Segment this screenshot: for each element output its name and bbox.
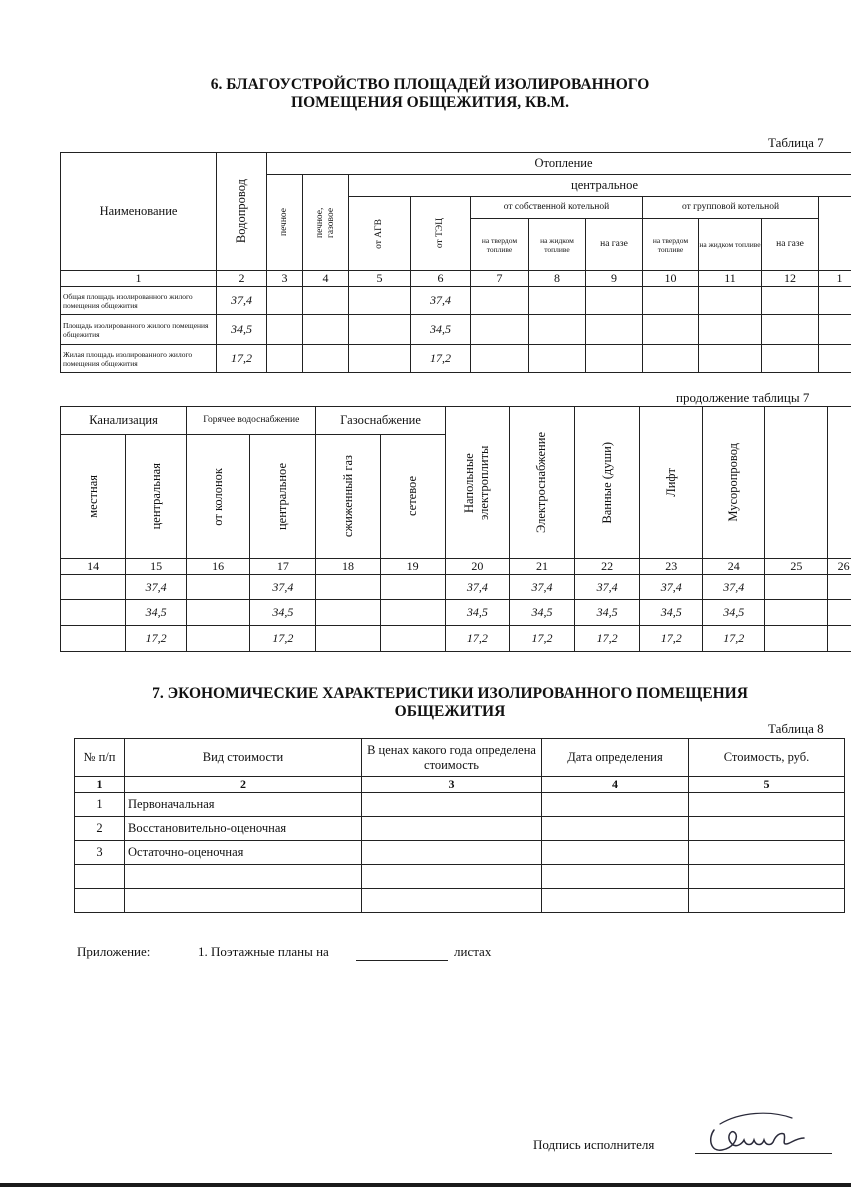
row-num: 1	[75, 793, 125, 817]
cell	[828, 575, 851, 600]
cell: 37,4	[509, 575, 574, 600]
cell: 17,2	[445, 626, 509, 652]
col-num: 3	[267, 271, 303, 287]
header-stove: печное	[267, 175, 303, 271]
col-num: 8	[529, 271, 586, 287]
table-row	[61, 575, 851, 600]
header-local: местная	[61, 435, 126, 559]
header-liquid-fuel: на жидком топливе	[529, 219, 586, 271]
header-garbage: Мусоропровод	[703, 407, 765, 559]
col-num: 19	[380, 559, 445, 575]
row-label: Общая площадь изолированного жилого помещения общежития	[61, 287, 217, 315]
table-row	[61, 600, 851, 626]
cell: 17,2	[640, 626, 703, 652]
header-stove-gas: печное, газовое	[303, 175, 349, 271]
table-row	[75, 865, 845, 889]
cell: 17,2	[703, 626, 765, 652]
col-num: 15	[126, 559, 187, 575]
col-num: 14	[61, 559, 126, 575]
handwritten-signature	[700, 1108, 820, 1158]
table-row	[61, 626, 851, 652]
col-num: 26	[828, 559, 851, 575]
cell-tec: 37,4	[411, 287, 471, 315]
scan-edge	[0, 1183, 851, 1187]
cell: 17,2	[509, 626, 574, 652]
table7-part-b	[60, 406, 851, 652]
header-gas: на газе	[586, 219, 643, 271]
header-network-gas: сетевое	[380, 435, 445, 559]
table-row	[75, 889, 845, 913]
cell	[187, 600, 250, 626]
col-num: 7	[471, 271, 529, 287]
header-central-sewer: центральная	[126, 435, 187, 559]
header-solid-fuel-2: на твердом топливе	[643, 219, 699, 271]
signature-label: Подпись исполнителя	[533, 1137, 655, 1152]
appendix-sheets-blank	[356, 960, 448, 961]
header-baths: Ванные (души)	[575, 407, 640, 559]
header-columns: от колонок	[187, 435, 250, 559]
cell	[61, 575, 126, 600]
cell: 17,2	[250, 626, 316, 652]
cell: 34,5	[703, 600, 765, 626]
section7-title-line1: 7. ЭКОНОМИЧЕСКИЕ ХАРАКТЕРИСТИКИ ИЗОЛИРОВАННОГО ПОМЕЩЕНИЯ	[152, 685, 748, 702]
header-heating: Отопление	[267, 153, 851, 175]
appendix-label: Приложение:	[77, 944, 151, 959]
header-prices-year: В ценах какого года определена стоимость	[362, 739, 542, 777]
header-liquefied-gas: сжиженный газ	[316, 435, 380, 559]
header-water: Водопровод	[217, 153, 267, 271]
section6-title-line1: 6. БЛАГОУСТРОЙСТВО ПЛОЩАДЕЙ ИЗОЛИРОВАННОГО	[210, 76, 650, 93]
col-num: 3	[362, 777, 542, 793]
row-num	[75, 889, 125, 913]
cell	[316, 600, 380, 626]
table-row	[61, 287, 851, 315]
table-row	[61, 315, 851, 345]
cell: 37,4	[703, 575, 765, 600]
cell: 34,5	[640, 600, 703, 626]
cell: 37,4	[640, 575, 703, 600]
col-num: 4	[542, 777, 689, 793]
header-lift: Лифт	[640, 407, 703, 559]
row-num: 2	[75, 817, 125, 841]
cell: 17,2	[575, 626, 640, 652]
cell	[765, 575, 828, 600]
cell	[828, 600, 851, 626]
cell: 37,4	[445, 575, 509, 600]
header-central-hot: центральное	[250, 435, 316, 559]
cell: 34,5	[575, 600, 640, 626]
col-num: 11	[699, 271, 762, 287]
table-row	[75, 793, 845, 817]
cell-tec: 34,5	[411, 315, 471, 345]
header-group-boiler: от групповой котельной	[643, 197, 819, 219]
header-kind: Вид стоимости	[125, 739, 362, 777]
cell-tec: 17,2	[411, 345, 471, 373]
appendix-suffix: листах	[454, 944, 492, 959]
header-gassupply: Газоснабжение	[316, 407, 445, 435]
cell-water: 17,2	[217, 345, 267, 373]
row-kind: Первоначальная	[125, 793, 362, 817]
col-num: 17	[250, 559, 316, 575]
cell	[380, 575, 445, 600]
header-cost: Стоимость, руб.	[689, 739, 845, 777]
header-liquid-fuel-2: на жидком топливе	[699, 219, 762, 271]
cell	[828, 626, 851, 652]
col-num: 1	[61, 271, 217, 287]
header-date: Дата определения	[542, 739, 689, 777]
cell	[380, 600, 445, 626]
col-num: 6	[411, 271, 471, 287]
header-gas-2: на газе	[762, 219, 819, 271]
table7-label: Таблица 7	[768, 135, 824, 150]
cell	[765, 600, 828, 626]
cell-water: 37,4	[217, 287, 267, 315]
header-tec: от ТЭЦ	[411, 197, 471, 271]
col-num: 10	[643, 271, 699, 287]
header-num: № п/п	[75, 739, 125, 777]
header-floor-stoves: Напольные электроплиты	[445, 407, 509, 559]
row-kind: Восстановительно-оценочная	[125, 817, 362, 841]
col-num: 22	[575, 559, 640, 575]
cell: 37,4	[126, 575, 187, 600]
cell	[61, 600, 126, 626]
table-row	[75, 817, 845, 841]
col-num: 25	[765, 559, 828, 575]
cell: 37,4	[575, 575, 640, 600]
col-num: 20	[445, 559, 509, 575]
cell	[316, 626, 380, 652]
cell: 34,5	[445, 600, 509, 626]
cell	[61, 626, 126, 652]
header-central: центральное	[349, 175, 851, 197]
header-electric: Электроснабжение	[509, 407, 574, 559]
cell	[380, 626, 445, 652]
section6-title-line2: ПОМЕЩЕНИЯ ОБЩЕЖИТИЯ, КВ.М.	[291, 94, 569, 111]
col-num: 24	[703, 559, 765, 575]
table8	[74, 738, 845, 913]
table-row	[75, 841, 845, 865]
header-name: Наименование	[61, 153, 217, 271]
cell: 34,5	[126, 600, 187, 626]
row-label: Площадь изолированного жилого помещения общежития	[61, 315, 217, 345]
col-num: 23	[640, 559, 703, 575]
row-num	[75, 865, 125, 889]
row-num: 3	[75, 841, 125, 865]
col-num: 1	[75, 777, 125, 793]
table8-label: Таблица 8	[768, 721, 824, 736]
row-kind: Остаточно-оценочная	[125, 841, 362, 865]
col-num: 9	[586, 271, 643, 287]
header-solid-fuel: на твердом топливе	[471, 219, 529, 271]
row-kind	[125, 865, 362, 889]
table7-part-a	[60, 152, 851, 373]
header-sewer: Канализация	[61, 407, 187, 435]
cell: 34,5	[509, 600, 574, 626]
col-num: 2	[217, 271, 267, 287]
appendix-item: 1. Поэтажные планы на	[198, 944, 329, 959]
header-empty-26	[828, 407, 851, 559]
cell: 34,5	[250, 600, 316, 626]
section7-title-line2: ОБЩЕЖИТИЯ	[394, 703, 506, 720]
col-num: 4	[303, 271, 349, 287]
header-agv: от АГВ	[349, 197, 411, 271]
header-hotwater: Горячее водоснабжение	[187, 407, 316, 435]
col-num: 5	[689, 777, 845, 793]
row-kind	[125, 889, 362, 913]
row-label: Жилая площадь изолированного жилого помещения общежития	[61, 345, 217, 373]
header-own-boiler: от собственной котельной	[471, 197, 643, 219]
cell	[316, 575, 380, 600]
continuation-label: продолжение таблицы 7	[676, 390, 810, 405]
col-num: 16	[187, 559, 250, 575]
col-num: 5	[349, 271, 411, 287]
cell	[187, 575, 250, 600]
cell: 37,4	[250, 575, 316, 600]
col-num: 2	[125, 777, 362, 793]
cell-water: 34,5	[217, 315, 267, 345]
cell	[187, 626, 250, 652]
cell: 17,2	[126, 626, 187, 652]
col-num: 12	[762, 271, 819, 287]
cell	[765, 626, 828, 652]
table-row	[61, 345, 851, 373]
col-num: 18	[316, 559, 380, 575]
section7-title	[100, 685, 800, 721]
col-num: 21	[509, 559, 574, 575]
section6-title	[150, 76, 710, 112]
col-num: 1	[819, 271, 851, 287]
header-cut-off	[819, 197, 851, 271]
header-empty-25	[765, 407, 828, 559]
